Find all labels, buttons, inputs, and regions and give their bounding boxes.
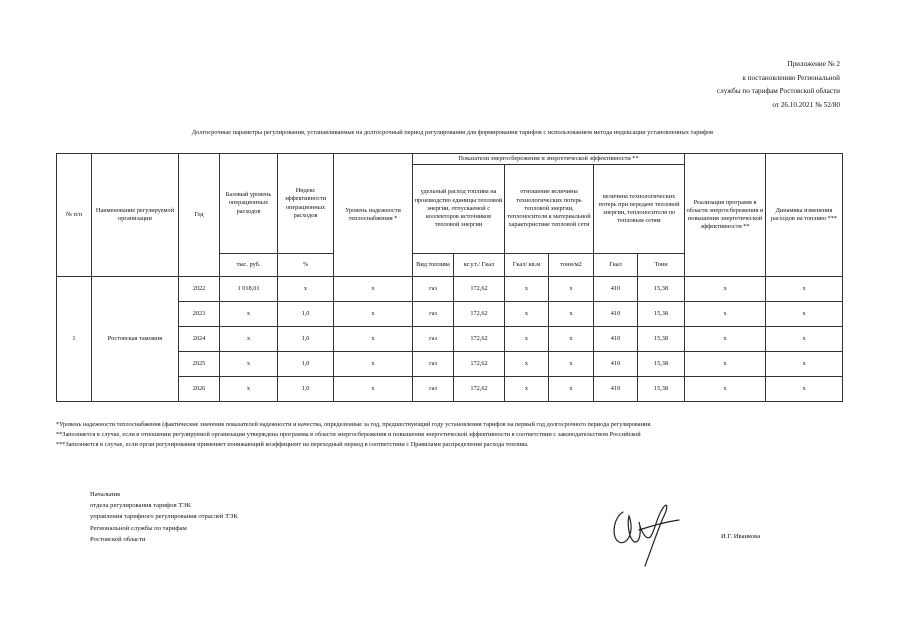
table-cell: 2024 [179,327,220,352]
table-cell: х [549,327,594,352]
table-row [57,277,843,302]
table-cell: 2026 [179,377,220,402]
table-cell: х [685,377,766,402]
table-cell: 2022 [179,277,220,302]
signer-line: Региональной службы по тарифам [90,524,187,532]
table-cell: х [766,302,843,327]
header-program: Реализация программ в области энергосбережения и повышения энергетической эффективности ** [685,154,766,277]
table-cell: х [505,302,549,327]
table-cell: 2025 [179,352,220,377]
table-cell: газ [413,302,454,327]
header-energy-group: Показатели энергосбережения и энергетической эффективности ** [413,154,685,165]
footnote: *Уровень надежности теплоснабжения (фактические значения показателей надежности и качества, определенные за год, предшествующий году установления тарифов на первый год долгосрочного периода регулирования. [56,421,652,428]
table-cell: х [220,302,278,327]
table-cell: 15,38 [638,277,685,302]
header-num: № п/п [57,154,92,277]
table-cell: х [766,277,843,302]
table-cell: х [766,327,843,352]
unit-cell: тыс. руб. [220,254,278,277]
appendix-line: Приложение № 2 [787,60,840,68]
table-cell: 15,38 [638,302,685,327]
table-cell: х [505,327,549,352]
table-cell: х [766,352,843,377]
table-cell: 1,0 [278,352,334,377]
appendix-line: к постановлению Региональной [742,73,840,82]
table-cell: х [220,327,278,352]
table-cell: 1 018,01 [220,277,278,302]
table-cell: 410 [594,327,638,352]
footnote: ***Заполняется в случае, если орган регулирования применяет понижающий коэффициент на переходный период в соответствии с Правилами распределения расхода топлива. [56,441,529,448]
table-cell: газ [413,377,454,402]
table-cell: х [505,352,549,377]
signer-line: управления тарифного регулирования отраслей ТЭК [90,513,238,521]
table-cell: 15,38 [638,352,685,377]
table-cell: х [549,277,594,302]
table-cell: 410 [594,277,638,302]
table-cell: х [549,377,594,402]
table-cell: 172,62 [454,327,505,352]
parameters-table [56,153,843,402]
table-cell: 410 [594,352,638,377]
table-cell: х [334,302,413,327]
unit-cell: Гкал [594,254,638,277]
appendix-line: службы по тарифам Ростовской области [716,87,840,95]
table-cell: 172,62 [454,302,505,327]
organization-name: Ростовская таможня [92,277,179,402]
table-cell: х [278,277,334,302]
row-number: 1 [57,277,92,402]
appendix-line: от 26.10.2021 № 52/80 [772,100,840,109]
table-cell: х [766,377,843,402]
footnote: **Заполняется в случае, если в отношении регулируемой организации утверждена программа в области энергосбережения и повышения энергетической эффективности в соответствии с законодательством Российской [56,431,641,438]
header-year: Год [179,154,220,277]
header-fuel-rate: удельный расход топлива на производство единицы тепловой энергии, отпускаемой с коллекторов источников тепловой энергии [413,165,505,254]
table-cell: х [685,302,766,327]
table-cell: 172,62 [454,352,505,377]
table-cell: х [549,302,594,327]
table-cell: х [220,377,278,402]
table-cell: 410 [594,302,638,327]
table-cell: х [549,352,594,377]
header-reliability: Уровень надежности теплоснабжения * [334,154,413,277]
table-cell: газ [413,327,454,352]
unit-cell: % [278,254,334,277]
table-cell: 1,0 [278,327,334,352]
handwritten-signature [605,492,690,570]
table-cell: газ [413,277,454,302]
signer-position [90,489,238,545]
document-title: Долгосрочные параметры регулирования, устанавливаемые на долгосрочный период регулирования для формирования тарифов с использованием метода индексации установленных тарифов [191,129,714,136]
footnotes [56,420,652,450]
table-cell: х [334,352,413,377]
table-cell: 410 [594,377,638,402]
signer-line: отдела регулирования тарифов ТЭК [90,502,192,510]
table-cell: х [334,277,413,302]
unit-cell: Тонн [638,254,685,277]
table-cell: 1,0 [278,377,334,402]
header-base-level: Базовый уровень операционных расходов [220,154,278,254]
table-cell: 15,38 [638,327,685,352]
unit-cell: Гкал/ кв.м [505,254,549,277]
table-cell: х [685,277,766,302]
table-cell: 15,38 [638,377,685,402]
table-cell: х [334,327,413,352]
header-org: Наименование регулируемой организации [92,154,179,277]
header-losses: величина технологических потерь при передаче тепловой энергии, теплоносителя по тепловым сетям [594,165,685,254]
signer-line: Ростовской области [90,535,146,543]
unit-cell: Вид топлива [413,254,454,277]
table-cell: 2023 [179,302,220,327]
table-cell: х [220,352,278,377]
table-cell: х [334,377,413,402]
signer-line: Начальник [90,491,121,498]
table-cell: х [685,327,766,352]
header-fuel-dynamics: Динамика изменения расходов на топливо *** [766,154,843,277]
unit-cell: кг.у.т./ Гкал [454,254,505,277]
table-cell: х [505,377,549,402]
table-cell: 172,62 [454,377,505,402]
unit-cell: тонн/м2 [549,254,594,277]
header-loss-ratio: отношение величины технологических потерь тепловой энергии, теплоносителя к материальной характеристике тепловой сети [505,165,594,254]
table-cell: 1,0 [278,302,334,327]
appendix-header [717,58,840,112]
signer-name: И.Г. Иванкова [721,533,761,540]
table-cell: х [505,277,549,302]
table-cell: газ [413,352,454,377]
table-cell: х [685,352,766,377]
table-cell: 172,62 [454,277,505,302]
header-efficiency-index: Индекс эффективности операционных расходов [278,154,334,254]
